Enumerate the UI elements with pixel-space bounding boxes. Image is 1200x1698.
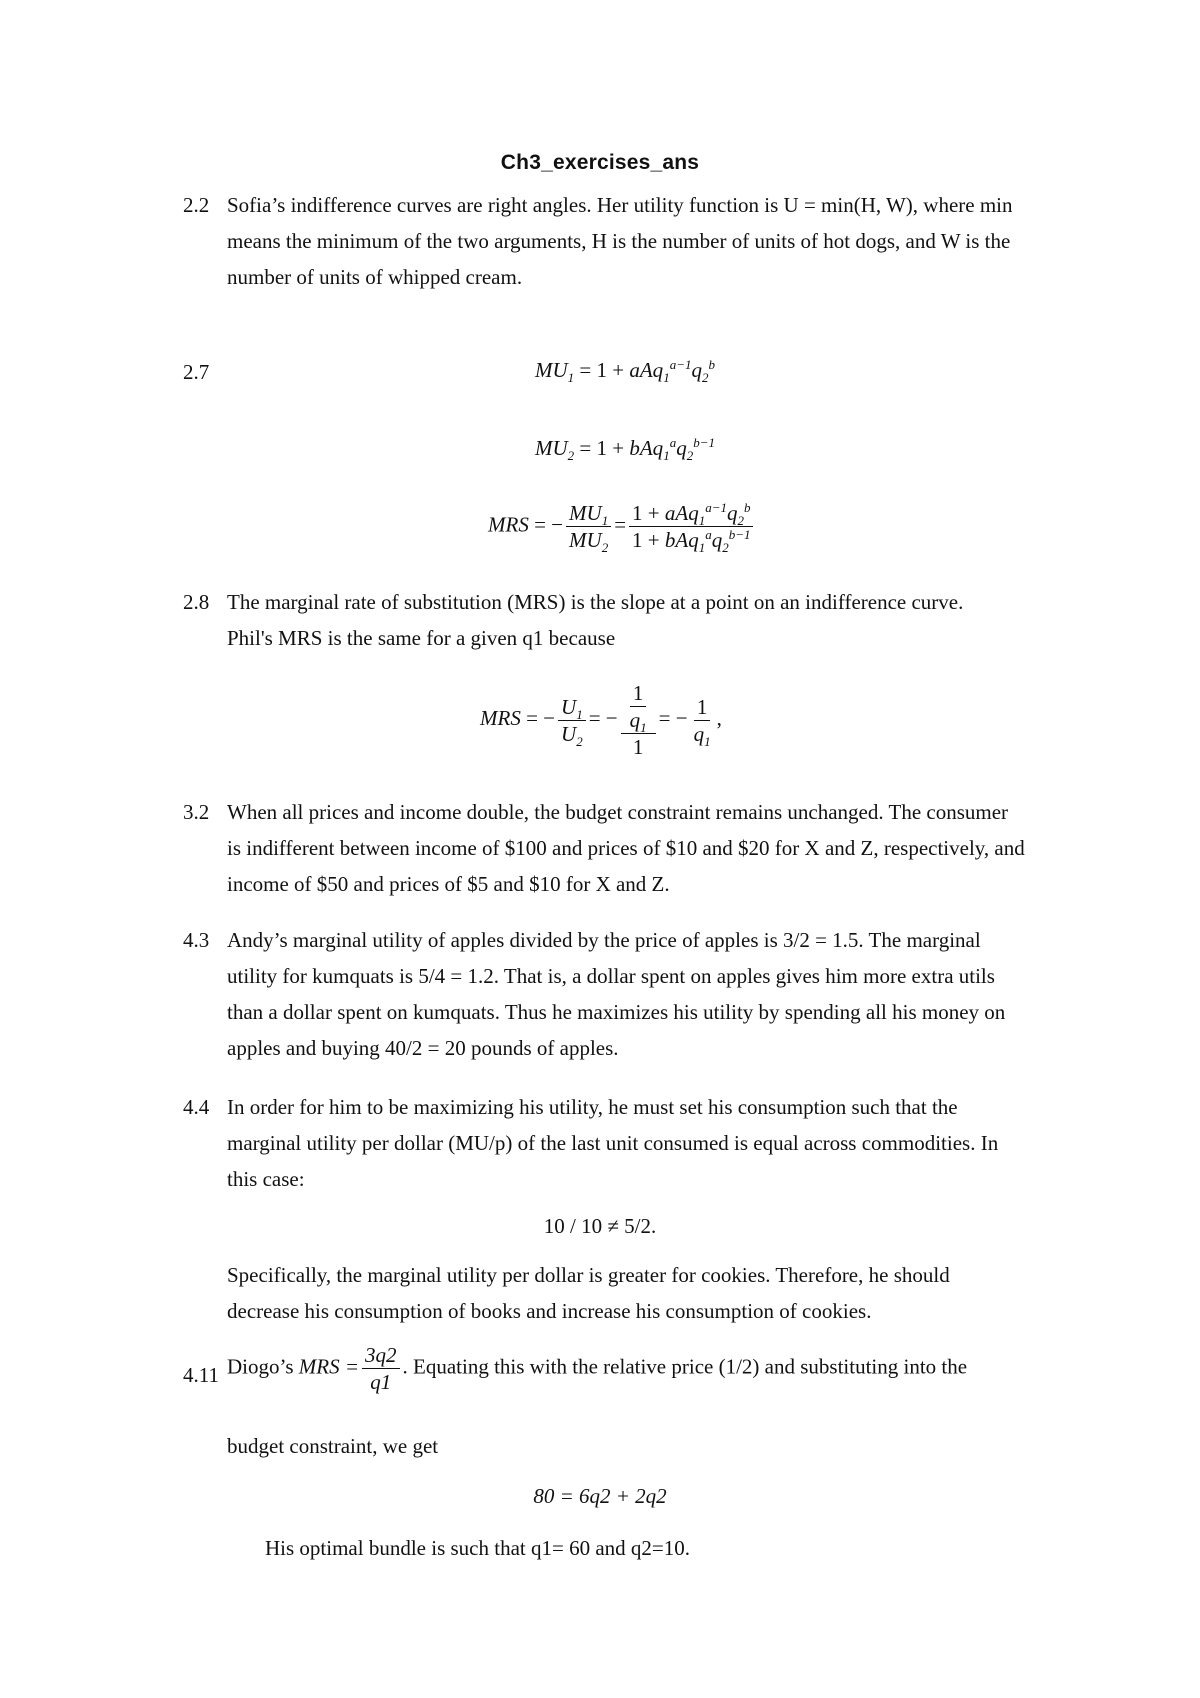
exercise-number: 2.2 bbox=[183, 193, 210, 217]
equation-4-11: 80 = 6q2 + 2q2 bbox=[533, 1484, 667, 1508]
exercise-text: His optimal bundle is such that q1= 60 and q2=10. bbox=[265, 1536, 690, 1560]
equation-4-4: 10 / 10 ≠ 5/2. bbox=[543, 1214, 657, 1238]
exercise-number: 4.3 bbox=[183, 928, 210, 952]
exercise-text: Specifically, the marginal utility per dollar is greater for cookies. Therefore, he should decrease his consumption of books and increase his consumption of cookies. bbox=[227, 1263, 950, 1323]
equation-mu1: $MU_1 = 1 + aAq_1^{a-1}q_2^b$ bbox=[535, 357, 715, 386]
equation-mrs-phil: MRS = − $\frac{U_1}{U_2}$ = − $\frac{\frac{1}{q_1}}{1}$ = − $\frac{1}{q_1}$ , bbox=[480, 681, 722, 759]
exercise-number: 3.2 bbox=[183, 800, 210, 824]
exercise-text: Andy’s marginal utility of apples divided by the price of apples is 3/2 = 1.5. The marginal utility for kumquats is 5/4 = 1.2. That is, a dollar spent on apples gives him more extra utils than a dollar spent on kumquats. Thus he maximizes his utility by spending all his money on apples and buying 40/2 = 20 pounds of apples. bbox=[227, 928, 1006, 1060]
exercise-number: 2.7 bbox=[183, 360, 210, 384]
exercise-text: Sofia’s indifference curves are right angles. Her utility function is U = min(H, W), where min means the minimum of the two arguments, H is the number of units of hot dogs, and W is the number of units of whipped cream. bbox=[227, 193, 1013, 289]
exercise-text: Diogo’s bbox=[227, 1354, 294, 1379]
document-title: Ch3_exercises_ans bbox=[500, 151, 700, 174]
exercise-text: . Equating this with the relative price (1/2) and substituting into the bbox=[402, 1354, 968, 1379]
exercise-text: When all prices and income double, the budget constraint remains unchanged. The consumer is indifferent between income of $100 and prices of $10 and $20 for X and Z, respectively, and income of $50 and prices of $5 and $10 for X and Z. bbox=[227, 800, 1025, 896]
mrs-denominator: q1 bbox=[370, 1370, 392, 1394]
mrs-fraction bbox=[362, 1342, 400, 1395]
mrs-label: MRS = bbox=[298, 1354, 360, 1379]
exercise-4-11-line-1 bbox=[227, 1342, 1047, 1395]
exercise-text-line-2: Phil's MRS is the same for a given q1 because bbox=[227, 626, 616, 650]
exercise-number: 4.11 bbox=[183, 1363, 219, 1387]
exercise-text: In order for him to be maximizing his utility, he must set his consumption such that the marginal utility per dollar (MU/p) of the last unit consumed is equal across commodities. In this case: bbox=[227, 1095, 999, 1191]
exercise-number: 4.4 bbox=[183, 1095, 210, 1119]
exercise-text-line-1: The marginal rate of substitution (MRS) is the slope at a point on an indifference curve. bbox=[227, 590, 964, 614]
equation-mrs: MRS = − $\frac{MU_1}{MU_2}$ = $\frac{1 + aAq_1^{a-1}q_2^b}{1 + bAq_1^aq_2^{b-1}}$ bbox=[488, 500, 756, 553]
exercise-number: 2.8 bbox=[183, 590, 210, 614]
exercise-text: budget constraint, we get bbox=[227, 1434, 439, 1458]
equation-mu2: $MU_2 = 1 + bAq_1^aq_2^{b-1}$ bbox=[535, 435, 715, 464]
mrs-numerator: 3q2 bbox=[362, 1342, 400, 1369]
